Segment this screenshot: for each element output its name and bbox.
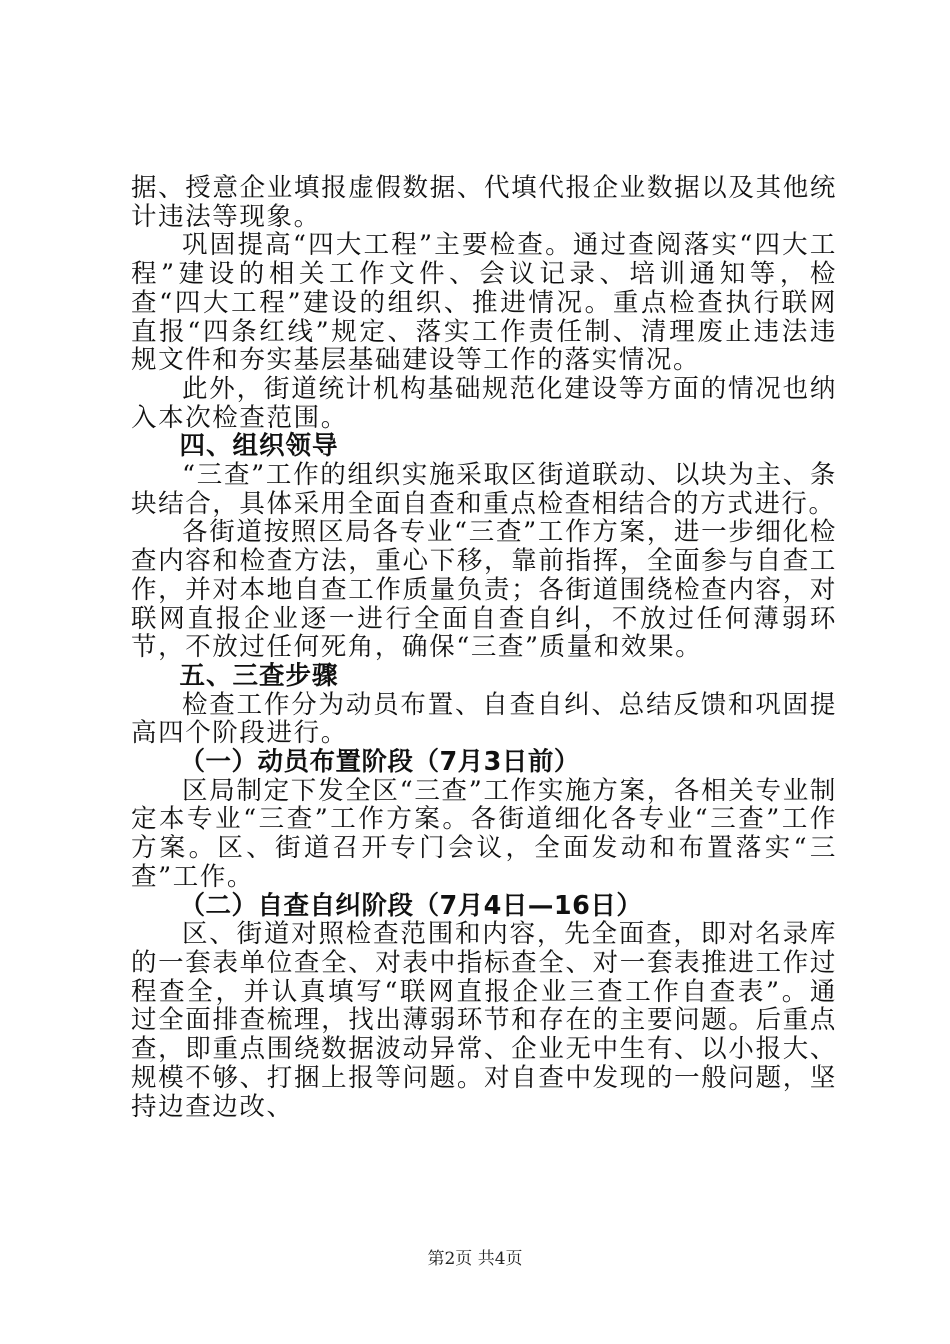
paragraph: 检查工作分为动员布置、自查自纠、总结反馈和巩固提高四个阶段进行。 xyxy=(131,689,837,749)
paragraph: “三查”工作的组织实施采取区街道联动、以块为主、条块结合，具体采用全面自查和重点检查相结合的方式进行。 xyxy=(131,460,837,519)
paragraph: 区局制定下发全区“三查”工作实施方案，各相关专业制定本专业“三查”工作方案。各街道细化各专业“三查”工作方案。区、街道召开专门会议，全面发动和布置落实“三查”工作。 xyxy=(131,775,837,892)
document-body xyxy=(131,174,837,1121)
paragraph: 区、街道对照检查范围和内容，先全面查，即对名录库的一套表单位查全、对表中指标查全、对一套表推进工作过程查全，并认真填写“联网直报企业三查工作自查表”。通过全面排查梳理，找出薄弱环节和存在的主要问题。后重点查，即重点围绕数据波动异常、企业无中生有、以小报大、规模不够、打捆上报等问题。对自查中发现的一般问题，坚持边查边改、 xyxy=(131,919,837,1122)
subsection-heading: （二）自查自纠阶段（7月4日—16日） xyxy=(179,890,643,921)
paragraph: 巩固提高“四大工程”主要检查。通过查阅落实“四大工程”建设的相关工作文件、会议记录、培训通知等，检查“四大工程”建设的组织、推进情况。重点检查执行联网直报“四条红线”规定、落实工作责任制、清理废止违法违规文件和夯实基层基础建设等工作的落实情况。 xyxy=(131,230,837,376)
paragraph: 此外，街道统计机构基础规范化建设等方面的情况也纳入本次检查范围。 xyxy=(131,373,837,433)
section-heading: 五、三查步骤 xyxy=(179,660,339,691)
section-heading: 四、组织领导 xyxy=(179,431,339,462)
subsection-heading: （一）动员布置阶段（7月3日前） xyxy=(179,747,580,778)
paragraph: 据、授意企业填报虚假数据、代填代报企业数据以及其他统计违法等现象。 xyxy=(131,173,837,232)
paragraph: 各街道按照区局各专业“三查”工作方案，进一步细化检查内容和检查方法，重心下移，靠前指挥，全面参与自查工作，并对本地自查工作质量负责；各街道围绕检查内容，对联网直报企业逐一进行全面自查自纠，不放过任何薄弱环节，不放过任何死角，确保“三查”质量和效果。 xyxy=(131,517,837,663)
page-number-footer: 第2页 共4页 xyxy=(427,1249,523,1269)
